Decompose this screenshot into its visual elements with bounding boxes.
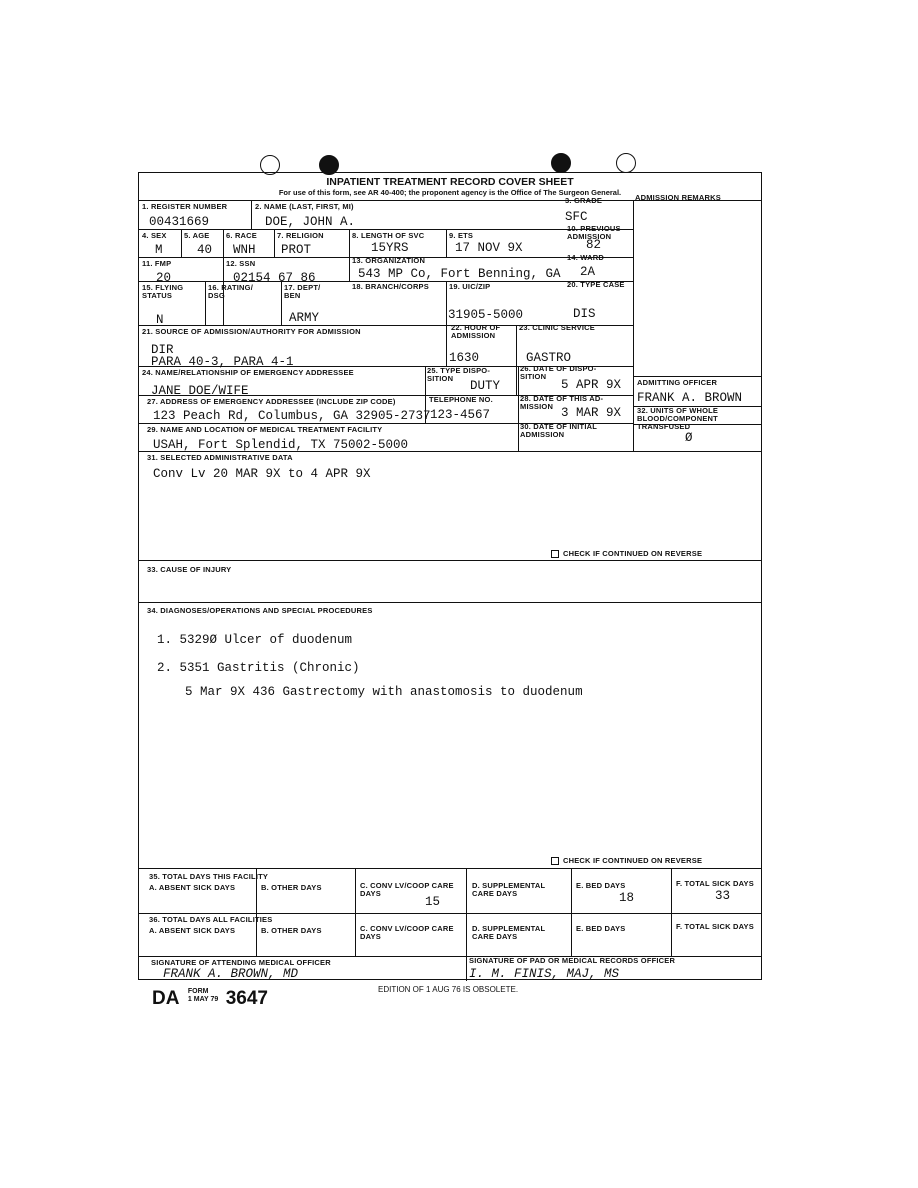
selected-admin-data-value: Conv Lv 20 MAR 9X to 4 APR 9X bbox=[153, 467, 371, 481]
grade-label: 3. GRADE bbox=[565, 196, 603, 205]
type-disposition-value: DUTY bbox=[470, 379, 501, 393]
date-of-this-admission-label: 28. DATE OF THIS AD- MISSION bbox=[520, 394, 604, 411]
date-of-this-admission-value: 3 MAR 9X bbox=[561, 406, 622, 420]
fmp-label: 11. FMP bbox=[142, 259, 172, 268]
telephone-value: 123-4567 bbox=[430, 408, 491, 422]
total-sick-days-label-36: F. TOTAL SICK DAYS bbox=[676, 922, 754, 931]
clinic-service-value: GASTRO bbox=[526, 351, 572, 365]
ssn-value: 02154 67 86 bbox=[233, 271, 316, 285]
name-value: DOE, JOHN A. bbox=[265, 215, 356, 229]
sex-value: M bbox=[155, 243, 163, 257]
checkbox-icon[interactable] bbox=[551, 857, 559, 865]
hour-of-admission-label: 22. HOUR OF ADMISSION bbox=[451, 323, 501, 340]
diagnoses-label: 34. DIAGNOSES/OPERATIONS AND SPECIAL PROCEDURES bbox=[147, 606, 373, 615]
treatment-facility-value: USAH, Fort Splendid, TX 75002-5000 bbox=[153, 438, 409, 452]
ets-value: 17 NOV 9X bbox=[455, 241, 523, 255]
admitting-officer-value: FRANK A. BROWN bbox=[637, 391, 743, 405]
binder-hole-right-2 bbox=[616, 153, 636, 173]
selected-admin-data-label: 31. SELECTED ADMINISTRATIVE DATA bbox=[147, 453, 293, 462]
uic-zip-value: 31905-5000 bbox=[448, 308, 524, 322]
grade-value: SFC bbox=[565, 210, 588, 224]
emergency-addressee-label: 24. NAME/RELATIONSHIP OF EMERGENCY ADDRESSEE bbox=[142, 368, 354, 377]
admission-remarks-label: ADMISSION REMARKS bbox=[635, 193, 721, 202]
previous-admission-value: 82 bbox=[586, 238, 602, 252]
total-days-all-label: 36. TOTAL DAYS ALL FACILITIES bbox=[149, 915, 273, 924]
units-whole-blood-value: Ø bbox=[685, 431, 693, 445]
fmp-value: 20 bbox=[156, 271, 172, 285]
supplemental-days-label-35: D. SUPPLEMENTAL CARE DAYS bbox=[472, 881, 546, 898]
conv-lv-days-label-35: C. CONV LV/COOP CARE DAYS bbox=[360, 881, 454, 898]
race-label: 6. RACE bbox=[226, 231, 257, 240]
date-of-disposition-value: 5 APR 9X bbox=[561, 378, 622, 392]
dept-ben-value: ARMY bbox=[289, 311, 320, 325]
sex-label: 4. SEX bbox=[142, 231, 167, 240]
address-emergency-label: 27. ADDRESS OF EMERGENCY ADDRESSEE (INCLUDE ZIP CODE) bbox=[147, 397, 396, 406]
register-number-value: 00431669 bbox=[149, 215, 210, 229]
ssn-label: 12. SSN bbox=[226, 259, 256, 268]
conv-lv-days-label-36: C. CONV LV/COOP CARE DAYS bbox=[360, 924, 454, 941]
type-case-value: DIS bbox=[573, 307, 596, 321]
other-days-label-35: B. OTHER DAYS bbox=[261, 883, 322, 892]
treatment-facility-label: 29. NAME AND LOCATION OF MEDICAL TREATMENT FACILITY bbox=[147, 425, 383, 434]
checkbox-icon[interactable] bbox=[551, 550, 559, 558]
flying-status-label: 15. FLYING STATUS bbox=[142, 283, 184, 300]
type-disposition-label: 25. TYPE DISPO- SITION bbox=[427, 366, 491, 383]
units-whole-blood-label: 32. UNITS OF WHOLE BLOOD/COMPONENT TRANSFUSED bbox=[637, 406, 719, 431]
diagnosis-2: 2. 5351 Gastritis (Chronic) bbox=[157, 661, 360, 675]
diagnosis-procedure: 5 Mar 9X 436 Gastrectomy with anastomosis to duodenum bbox=[185, 685, 583, 699]
source-value-line2: PARA 40-3, PARA 4-1 bbox=[151, 355, 294, 369]
telephone-label: TELEPHONE NO. bbox=[429, 395, 493, 404]
check-continued-31[interactable]: CHECK IF CONTINUED ON REVERSE bbox=[551, 550, 702, 558]
check-continued-34[interactable]: CHECK IF CONTINUED ON REVERSE bbox=[551, 857, 702, 865]
ets-label: 9. ETS bbox=[449, 231, 474, 240]
age-value: 40 bbox=[197, 243, 213, 257]
bed-days-label-36: E. BED DAYS bbox=[576, 924, 626, 933]
da-label: DA bbox=[152, 988, 180, 1009]
type-case-label: 20. TYPE CASE bbox=[567, 280, 625, 289]
branch-corps-label: 18. BRANCH/CORPS bbox=[352, 282, 429, 291]
race-value: WNH bbox=[233, 243, 256, 257]
sig-attending-label: SIGNATURE OF ATTENDING MEDICAL OFFICER bbox=[151, 958, 331, 967]
sig-attending-value: FRANK A. BROWN, MD bbox=[163, 967, 299, 981]
binder-hole-right-1 bbox=[551, 153, 571, 173]
dept-ben-label: 17. DEPT/ BEN bbox=[284, 283, 321, 300]
form-word: FORM bbox=[187, 988, 209, 995]
form-number-block bbox=[152, 988, 268, 1010]
form-title: INPATIENT TREATMENT RECORD COVER SHEET bbox=[326, 176, 574, 188]
conv-lv-days-value-35: 15 bbox=[425, 895, 441, 909]
absent-sick-days-label-35: A. ABSENT SICK DAYS bbox=[149, 883, 236, 892]
register-number-label: 1. REGISTER NUMBER bbox=[142, 202, 228, 211]
religion-label: 7. RELIGION bbox=[277, 231, 324, 240]
length-of-svc-value: 15YRS bbox=[371, 241, 409, 255]
admitting-officer-label: ADMITTING OFFICER bbox=[637, 378, 718, 387]
absent-sick-days-label-36: A. ABSENT SICK DAYS bbox=[149, 926, 236, 935]
name-label: 2. NAME (LAST, FIRST, MI) bbox=[255, 202, 354, 211]
form-number: 3647 bbox=[225, 988, 268, 1009]
diagnosis-1: 1. 5329Ø Ulcer of duodenum bbox=[157, 633, 353, 647]
total-sick-days-value-35: 33 bbox=[715, 889, 731, 903]
rating-dsg-label: 16. RATING/ DSG bbox=[208, 283, 253, 300]
other-days-label-36: B. OTHER DAYS bbox=[261, 926, 322, 935]
religion-value: PROT bbox=[281, 243, 312, 257]
bed-days-value-35: 18 bbox=[619, 891, 635, 905]
organization-label: 13. ORGANIZATION bbox=[352, 256, 426, 265]
address-emergency-value: 123 Peach Rd, Columbus, GA 32905-2737 bbox=[153, 409, 431, 423]
supplemental-days-label-36: D. SUPPLEMENTAL CARE DAYS bbox=[472, 924, 546, 941]
total-sick-days-label-35: F. TOTAL SICK DAYS bbox=[676, 879, 754, 888]
ward-label: 14. WARD bbox=[567, 253, 605, 262]
flying-status-value: N bbox=[156, 313, 164, 327]
source-value-line1: DIR bbox=[151, 343, 174, 357]
cause-of-injury-label: 33. CAUSE OF INJURY bbox=[147, 565, 232, 574]
form-date: 1 MAY 79 bbox=[187, 996, 219, 1003]
clinic-service-label: 23. CLINIC SERVICE bbox=[519, 323, 595, 332]
total-days-facility-label: 35. TOTAL DAYS THIS FACILITY bbox=[149, 872, 269, 881]
ward-value: 2A bbox=[580, 265, 596, 279]
sig-pad-label: SIGNATURE OF PAD OR MEDICAL RECORDS OFFICER bbox=[469, 956, 676, 965]
age-label: 5. AGE bbox=[184, 231, 210, 240]
edition-notice: EDITION OF 1 AUG 76 IS OBSOLETE. bbox=[378, 985, 519, 994]
bed-days-label-35: E. BED DAYS bbox=[576, 881, 626, 890]
hour-of-admission-value: 1630 bbox=[449, 351, 480, 365]
organization-value: 543 MP Co, Fort Benning, GA bbox=[358, 267, 561, 281]
uic-zip-label: 19. UIC/ZIP bbox=[449, 282, 491, 291]
date-initial-admission-label: 30. DATE OF INITIAL ADMISSION bbox=[520, 422, 597, 439]
date-of-disposition-label: 26. DATE OF DISPO- SITION bbox=[520, 364, 597, 381]
previous-admission-label: 10. PREVIOUS ADMISSION bbox=[567, 224, 621, 241]
length-of-svc-label: 8. LENGTH OF SVC bbox=[352, 231, 425, 240]
source-of-admission-label: 21. SOURCE OF ADMISSION/AUTHORITY FOR ADMISSION bbox=[142, 327, 361, 336]
emergency-addressee-value: JANE DOE/WIFE bbox=[151, 384, 249, 398]
inpatient-treatment-record-form bbox=[138, 172, 762, 980]
sig-pad-value: I. M. FINIS, MAJ, MS bbox=[469, 967, 620, 981]
form-subtitle: For use of this form, see AR 40-400; the proponent agency is the Office of The Surgeon General. bbox=[278, 188, 622, 197]
